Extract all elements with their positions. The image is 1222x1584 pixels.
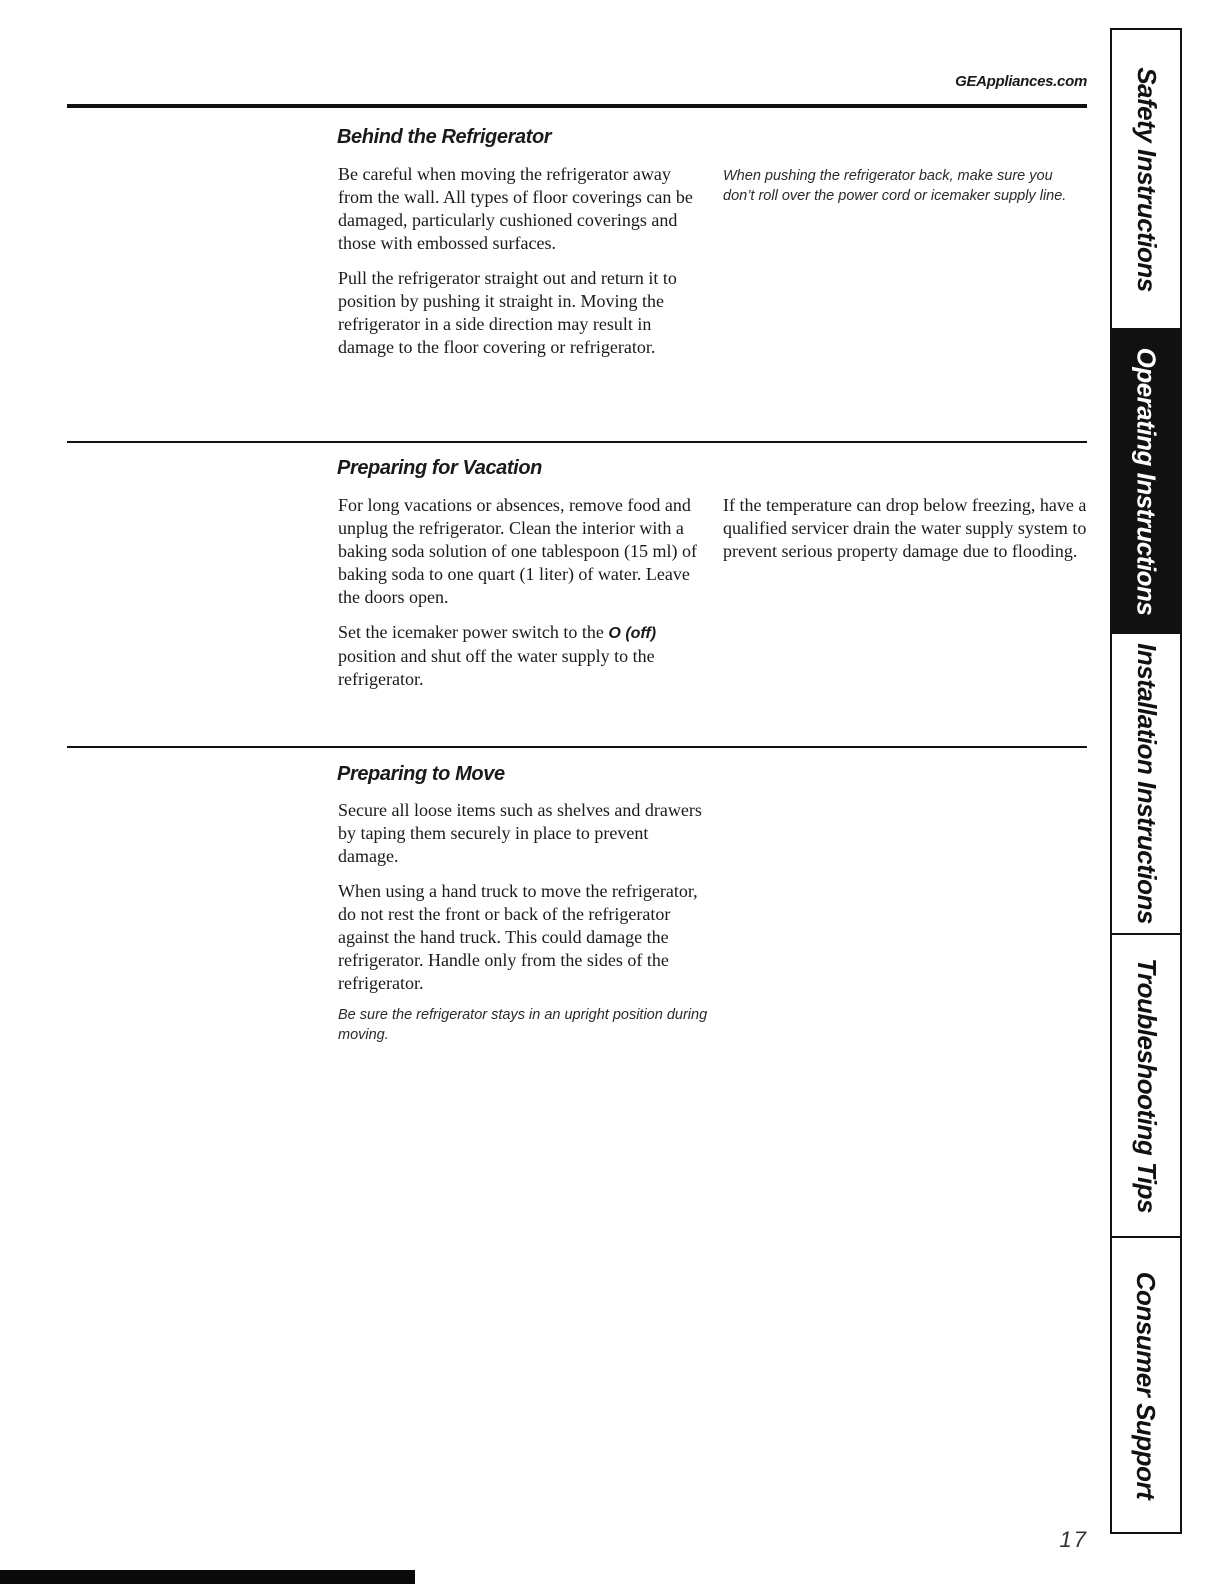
tab-label: Troubleshooting Tips	[1131, 958, 1162, 1213]
icemaker-paragraph	[338, 621, 708, 691]
header-rule	[67, 104, 1087, 108]
site-url: GEAppliances.com	[955, 73, 1087, 90]
page-number: 17	[1059, 1527, 1088, 1552]
tab-installation-instructions[interactable]	[1112, 634, 1180, 935]
section-divider	[67, 441, 1087, 443]
tab-label: Operating Instructions	[1131, 347, 1162, 615]
side-tabs	[1110, 28, 1182, 1534]
section-note-right	[723, 166, 1088, 206]
section-body-left	[338, 799, 708, 1045]
tab-safety-instructions[interactable]	[1112, 30, 1180, 330]
tab-label: Safety Instructions	[1131, 66, 1162, 292]
paragraph: For long vacations or absences, remove food and unplug the refrigerator. Clean the interior with a baking soda solution of one tablespoon (15 ml) of baking soda to one quart (1 liter) of water. Leave the doors open.	[338, 495, 697, 607]
note-text: When pushing the refrigerator back, make sure you don’t roll over the power cord or icemaker supply line.	[723, 168, 1067, 204]
tab-troubleshooting-tips[interactable]	[1112, 935, 1180, 1238]
section-divider	[67, 746, 1087, 748]
paragraph: Secure all loose items such as shelves and drawers by taping them securely in place to prevent damage.	[338, 800, 702, 866]
tab-operating-instructions[interactable]	[1112, 330, 1180, 634]
section-body-left	[338, 494, 708, 703]
note-text: Be sure the refrigerator stays in an upright position during moving.	[338, 1007, 708, 1043]
paragraph: Be careful when moving the refrigerator away from the wall. All types of floor coverings can be damaged, particularly cushioned coverings and those with embossed surfaces.	[338, 164, 693, 253]
section-title-preparing-move: Preparing to Move	[337, 763, 505, 785]
tab-label: Consumer Support	[1131, 1271, 1162, 1499]
off-position-label: O (off)	[608, 625, 657, 642]
text-run: Set the icemaker power switch to the	[338, 622, 609, 642]
section-title-preparing-vacation: Preparing for Vacation	[337, 457, 542, 479]
section-title-behind-refrigerator: Behind the Refrigerator	[337, 126, 552, 148]
paragraph: Pull the refrigerator straight out and return it to position by pushing it straight in. Moving the refrigerator in a side direction may result in damage to the floor covering or refrigerator.	[338, 268, 677, 357]
footer-bar	[0, 1570, 415, 1584]
paragraph: If the temperature can drop below freezing, have a qualified servicer drain the water supply system to prevent serious property damage due to flooding.	[723, 495, 1087, 561]
paragraph: When using a hand truck to move the refrigerator, do not rest the front or back of the refrigerator against the hand truck. This could damage the refrigerator. Handle only from the sides of the refrigerator.	[338, 881, 698, 993]
tab-consumer-support[interactable]	[1112, 1238, 1180, 1532]
section-body-right	[723, 494, 1088, 575]
tab-label: Installation Instructions	[1131, 643, 1162, 924]
text-run: position and shut off the water supply to the refrigerator.	[338, 646, 655, 689]
section-body-left	[338, 163, 708, 371]
